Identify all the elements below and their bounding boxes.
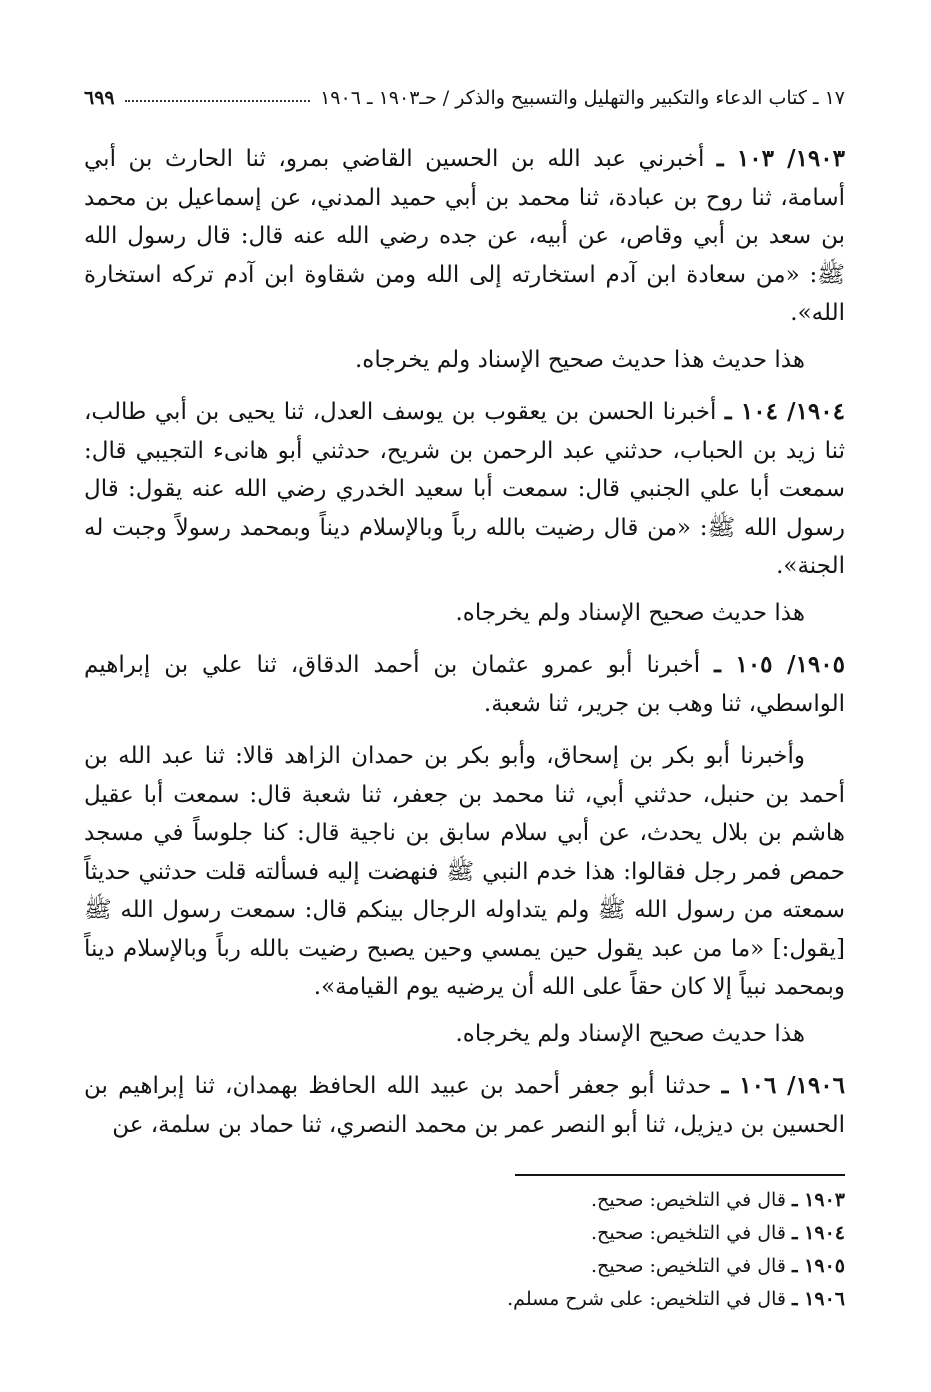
hadith-text: أخبرنا أبو عمرو عثمان بن أحمد الدقاق، ثنا علي بن إبراهيم الواسطي، ثنا وهب بن جرير، ثنا شعبة.	[84, 652, 845, 717]
hadith-text: أخبرني عبد الله بن الحسين القاضي بمرو، ثنا الحارث بن أبي أسامة، ثنا روح بن عبادة، ثنا محمد بن أبي حميد المدني، عن إسماعيل بن محمد بن سعد بن أبي وقاص، عن أبيه، عن جده رضي الله عنه قال: قال رسول الله ﷺ: «من سعادة ابن آدم استخارته إلى الله ومن شقاوة ابن آدم تركه استخارة الله».	[84, 146, 845, 326]
page-number: ٦٩٩	[84, 87, 115, 109]
footnote-divider	[515, 1174, 845, 1176]
hadith-verdict: هذا حديث صحيح الإسناد ولم يخرجاه.	[455, 1020, 805, 1047]
hadith-number: ١٩٠٥/ ١٠٥ ـ	[714, 651, 845, 678]
hadith-continuation: وأخبرنا أبو بكر بن إسحاق، وأبو بكر بن حمدان الزاهد قالا: ثنا عبد الله بن أحمد بن حنبل، حدثني أبي، ثنا محمد بن جعفر، ثنا شعبة قال: سمعت أبا عقيل هاشم بن بلال يحدث، عن أبي سلام سابق بن ناجية قال: كنا جلوساً في مسجد حمص فمر رجل فقالوا: هذا خدم النبي ﷺ فنهضت إليه فسألته قلت حدثني حديثاً سمعته من رسول الله ﷺ ولم يتداوله الرجال بينكم قال: سمعت رسول الله ﷺ [يقول:] «ما من عبد يقول حين يمسي وحين يصبح رضيت بالله رباً وبالإسلام ديناً وبمحمد نبياً إلا كان حقاً على الله أن يرضيه يوم القيامة».	[84, 743, 846, 1000]
footnote-number: ١٩٠٥ ـ	[791, 1255, 845, 1277]
footnotes	[300, 1184, 845, 1316]
hadith-number: ١٩٠٣/ ١٠٣ ـ	[716, 145, 845, 172]
footnote	[300, 1250, 845, 1283]
hadith-entry-1905	[84, 646, 845, 723]
dot-leader	[125, 86, 310, 102]
hadith-verdict: هذا حديث صحيح الإسناد ولم يخرجاه.	[455, 599, 805, 626]
footnote	[300, 1283, 845, 1316]
footnote-text: قال في التلخيص: صحيح.	[591, 1255, 786, 1277]
footnote-text: قال في التلخيص: صحيح.	[591, 1222, 786, 1244]
hadith-text: أخبرنا الحسن بن يعقوب بن يوسف العدل، ثنا يحيى بن أبي طالب، ثنا زيد بن الحباب، حدثني عبد الرحمن بن شريح، حدثني أبو هانىء التجيبي قال: سمعت أبا علي الجنبي قال: سمعت أبا سعيد الخدري رضي الله عنه يقول: قال رسول الله ﷺ: «من قال رضيت بالله رباً وبالإسلام ديناً وبمحمد رسولاً وجبت له الجنة».	[84, 399, 845, 579]
running-title: ١٧ ـ كتاب الدعاء والتكبير والتهليل والتسبيح والذكر / حـ١٩٠٣ ـ ١٩٠٦	[320, 87, 845, 109]
footnote-text: قال في التلخيص: على شرح مسلم.	[507, 1288, 786, 1310]
hadith-verdict: هذا حديث هذا حديث صحيح الإسناد ولم يخرجاه.	[355, 346, 805, 373]
hadith-number: ١٩٠٦/ ١٠٦ ـ	[721, 1072, 845, 1099]
hadith-entry-1903	[84, 140, 845, 333]
footnote	[300, 1217, 845, 1250]
footnote-number: ١٩٠٣ ـ	[791, 1189, 845, 1211]
footnote	[300, 1184, 845, 1217]
hadith-text: حدثنا أبو جعفر أحمد بن عبيد الله الحافظ بهمدان، ثنا إبراهيم بن الحسين بن ديزيل، ثنا أبو النصر عمر بن محمد النصري، ثنا حماد بن سلمة، عن	[84, 1073, 845, 1138]
footnote-text: قال في التلخيص: صحيح.	[591, 1189, 786, 1211]
hadith-number: ١٩٠٤/ ١٠٤ ـ	[724, 398, 845, 425]
running-header	[84, 84, 845, 112]
footnote-number: ١٩٠٦ ـ	[791, 1288, 845, 1310]
main-text	[84, 140, 845, 1144]
footnote-number: ١٩٠٤ ـ	[791, 1222, 845, 1244]
hadith-entry-1906	[84, 1067, 845, 1144]
hadith-entry-1904	[84, 393, 845, 586]
